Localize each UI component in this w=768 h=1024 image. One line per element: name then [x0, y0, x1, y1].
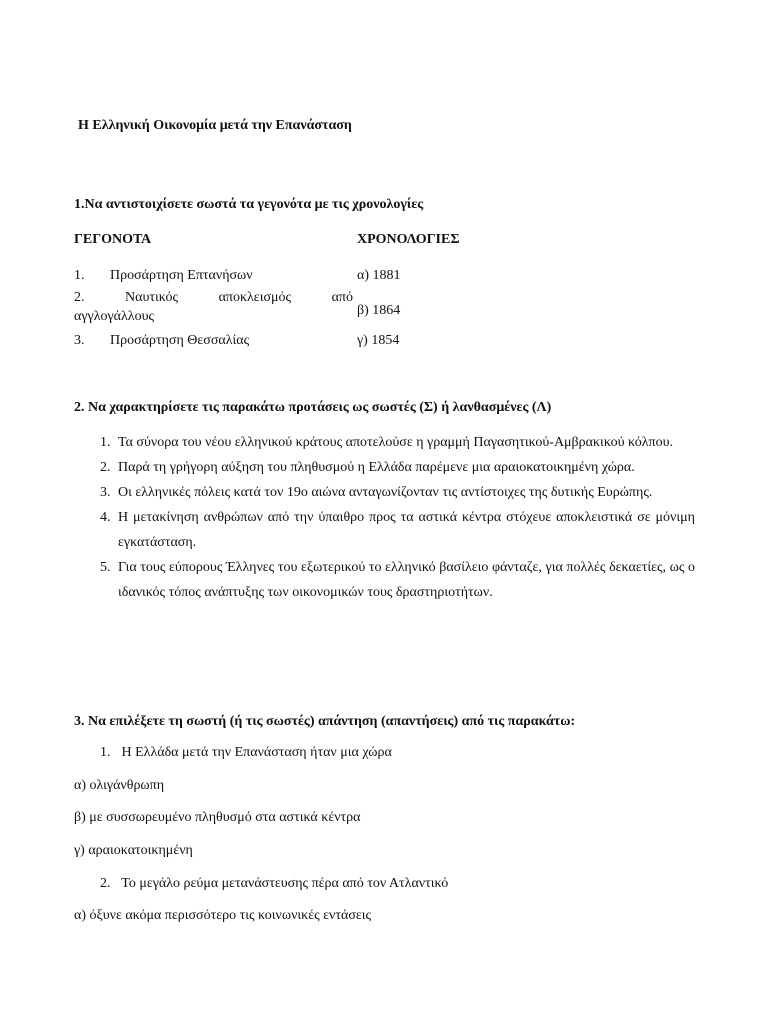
answer-option: α) όξυνε ακόμα περισσότερο τις κοινωνικές εντάσεις [74, 908, 372, 923]
question-text: Το μεγάλο ρεύμα μετανάστευσης πέρα από τον Ατλαντικό [121, 876, 449, 891]
question-number: 1. [100, 745, 111, 760]
event-text-word: αποκλεισμός [218, 290, 292, 305]
statement-number: 1. [100, 435, 111, 450]
question-number: 2. [100, 876, 111, 891]
date-option: γ) 1854 [357, 333, 400, 348]
statement-text: Τα σύνορα του νέου ελληνικού κράτους αποτελούσε η γραμμή Παγασητικού-Αμβρακικού κόλπου. [118, 435, 674, 450]
statement-text: Παρά τη γρήγορη αύξηση του πληθυσμού η Ελλάδα παρέμενε μια αραιοκατοικημένη χώρα. [118, 460, 635, 475]
multiple-choice-question [100, 745, 392, 761]
answer-option: α) ολιγάνθρωπη [74, 778, 165, 793]
statement-number: 4. [100, 510, 111, 525]
event-number: 3. [74, 333, 85, 348]
question-text: Η Ελλάδα μετά την Επανάσταση ήταν μια χώρα [121, 745, 392, 760]
event-text: Προσάρτηση Επτανήσων [110, 268, 253, 283]
event-number: 1. [74, 268, 85, 283]
event-item [74, 290, 354, 325]
statement-number: 5. [100, 560, 111, 575]
event-item [74, 268, 354, 284]
event-text-continued: αγγλογάλλους [74, 309, 155, 324]
statement-number: 3. [100, 485, 111, 500]
section1-heading: 1.Να αντιστοιχίσετε σωστά τα γεγονότα με τις χρονολογίες [74, 197, 424, 212]
date-option: β) 1864 [357, 303, 401, 318]
statement-text: Για τους εύπορους Έλληνες του εξωτερικού το ελληνικό βασίλειο φάνταζε, για πολλές δεκαετίες, ως ο ιδανικός τόπος ανάπτυξης των οικονομικών τους δραστηριοτήτων. [118, 560, 695, 600]
event-text: Προσάρτηση Θεσσαλίας [110, 333, 250, 348]
multiple-choice-question [100, 876, 448, 892]
statement-text: Η μετακίνηση ανθρώπων από την ύπαιθρο προς τα αστικά κέντρα στόχευε αποκλειστικά σε μόνιμη εγκατάσταση. [118, 510, 695, 550]
dates-column-header: ΧΡΟΝΟΛΟΓΙΕΣ [357, 232, 460, 247]
section3-heading: 3. Να επιλέξετε τη σωστή (ή τις σωστές) απάντηση (απαντήσεις) από τις παρακάτω: [74, 714, 576, 729]
true-false-list [74, 430, 695, 605]
statement-item [74, 555, 695, 605]
statement-item [74, 505, 695, 555]
section2-heading: 2. Να χαρακτηρίσετε τις παρακάτω προτάσεις ως σωστές (Σ) ή λανθασμένες (Λ) [74, 400, 552, 415]
answer-option: γ) αραιοκατοικημένη [74, 843, 193, 858]
events-column-header: ΓΕΓΟΝΟΤΑ [74, 232, 152, 247]
statement-text: Οι ελληνικές πόλεις κατά τον 19ο αιώνα ανταγωνίζονταν τις αντίστοιχες της δυτικής Ευρώπης. [118, 485, 653, 500]
page-title: Η Ελληνική Οικονομία μετά την Επανάσταση [78, 118, 352, 133]
event-text-word: από [331, 290, 353, 305]
event-number: 2. [74, 290, 85, 305]
statement-number: 2. [100, 460, 111, 475]
event-text-word: Ναυτικός [125, 290, 179, 305]
date-option: α) 1881 [357, 268, 401, 283]
statement-item [74, 455, 695, 480]
event-item [74, 333, 354, 349]
statement-item [74, 480, 695, 505]
statement-item [74, 430, 695, 455]
answer-option: β) με συσσωρευμένο πληθυσμό στα αστικά κέντρα [74, 810, 361, 825]
